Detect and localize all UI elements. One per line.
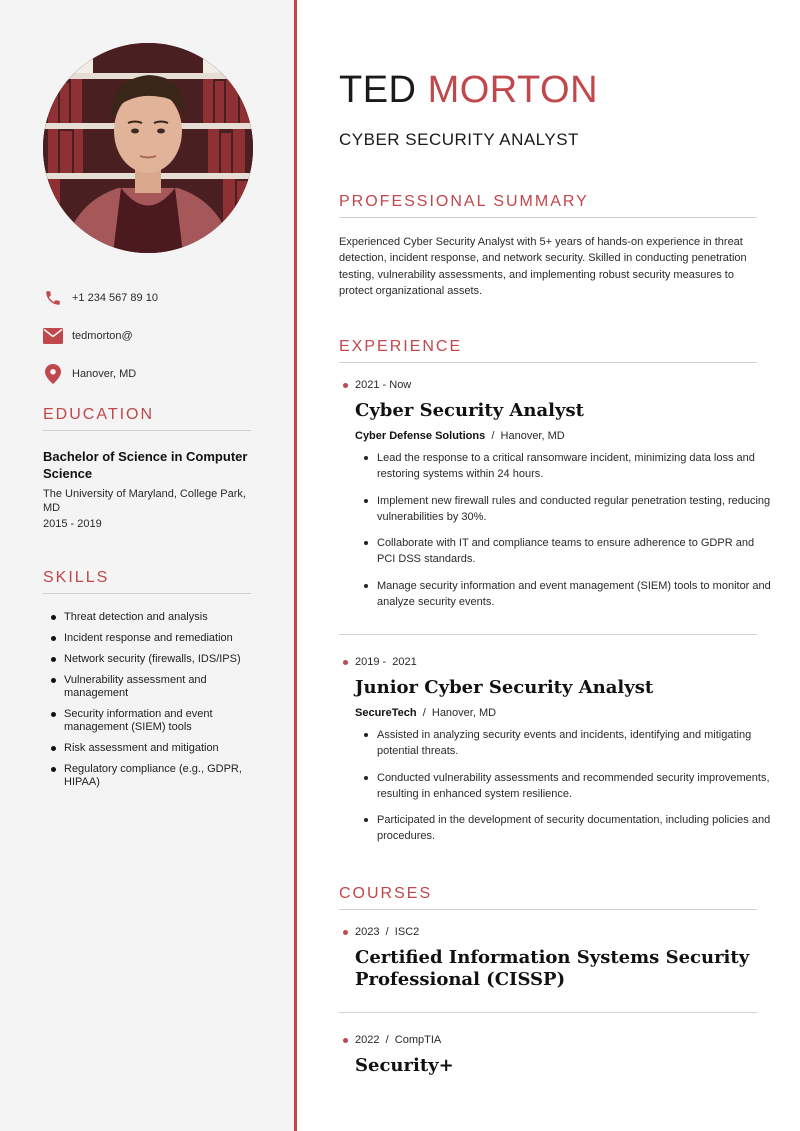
skills-list [50,611,260,797]
contact-email [43,325,133,347]
job-bullet: Manage security information and event management (SIEM) tools to monitor and analyze security events. [362,578,772,611]
profile-photo [43,43,253,253]
job-company: SecureTech / Hanover, MD [355,707,497,719]
job-bullet: Assisted in analyzing security events and incidents, identifying and mitigating potential threats. [362,727,772,760]
full-name [339,68,598,112]
skill-item: Incident response and remediation [50,632,260,645]
skill-item: Network security (firewalls, IDS/IPS) [50,653,260,666]
first-name: TED [339,69,417,111]
skill-item: Regulatory compliance (e.g., GDPR, HIPAA) [50,763,260,789]
timeline-dot [343,930,348,935]
entry-separator [339,634,757,635]
phone-icon [43,288,63,308]
phone-number: +1 234 567 89 10 [72,292,158,304]
job-title: CYBER SECURITY ANALYST [339,130,579,149]
skill-item: Threat detection and analysis [50,611,260,624]
education-degree: Bachelor of Science in Computer Science [43,449,248,481]
skill-item: Risk assessment and mitigation [50,742,260,755]
course-title: Certified Information Systems Security Professional (CISSP) [355,947,750,990]
email-address: tedmorton@ [72,330,133,342]
job-dates: 2021 - Now [343,379,411,391]
entry-separator [339,1012,757,1013]
job-bullet: Participated in the development of security documentation, including policies and procedures. [362,812,772,845]
location-pin-icon [43,364,63,384]
experience-heading: EXPERIENCE [339,338,757,363]
job-bullets [362,450,772,620]
job-title-entry: Junior Cyber Security Analyst [355,677,654,698]
summary-heading: PROFESSIONAL SUMMARY [339,193,757,218]
job-bullet: Conducted vulnerability assessments and recommended security improvements, resulting in enhanced system resilience. [362,770,772,803]
timeline-dot [343,383,348,388]
job-title-entry: Cyber Security Analyst [355,400,584,421]
job-bullet: Implement new firewall rules and conducted regular penetration testing, reducing vulnerabilities by 30%. [362,493,772,526]
contact-phone [43,287,158,309]
education-school: The University of Maryland, College Park, MD [43,488,246,514]
job-bullet: Collaborate with IT and compliance teams to ensure adherence to GDPR and PCI DSS standards. [362,535,772,568]
skill-item: Vulnerability assessment and management [50,674,260,700]
skill-item: Security information and event management (SIEM) tools [50,708,260,734]
job-bullet: Lead the response to a critical ransomware incident, minimizing data loss and restoring systems within 24 hours. [362,450,772,483]
location-text: Hanover, MD [72,368,137,380]
contact-location [43,363,136,385]
envelope-icon [43,326,63,346]
skills-heading: SKILLS [43,569,251,594]
education-heading: EDUCATION [43,406,251,431]
job-dates: 2019 - 2021 [343,656,417,668]
course-meta: 2023 / ISC2 [343,926,419,938]
course-title: Security+ [355,1055,454,1076]
course-meta: 2022 / CompTIA [343,1034,441,1046]
job-bullets [362,727,772,855]
timeline-dot [343,660,348,665]
timeline-dot [343,1038,348,1043]
job-company: Cyber Defense Solutions / Hanover, MD [355,430,565,442]
education-years: 2015 - 2019 [43,518,102,530]
courses-heading: COURSES [339,885,757,910]
main-content [297,0,800,1131]
sidebar [0,0,294,1131]
summary-text: Experienced Cyber Security Analyst with 5+ years of hands-on experience in threat detection, incident response, and network security. Skilled in conducting penetration testing, vulnerability assessments, and implementing robust security measures to protect organizational assets. [339,236,747,297]
last-name: MORTON [427,69,599,111]
